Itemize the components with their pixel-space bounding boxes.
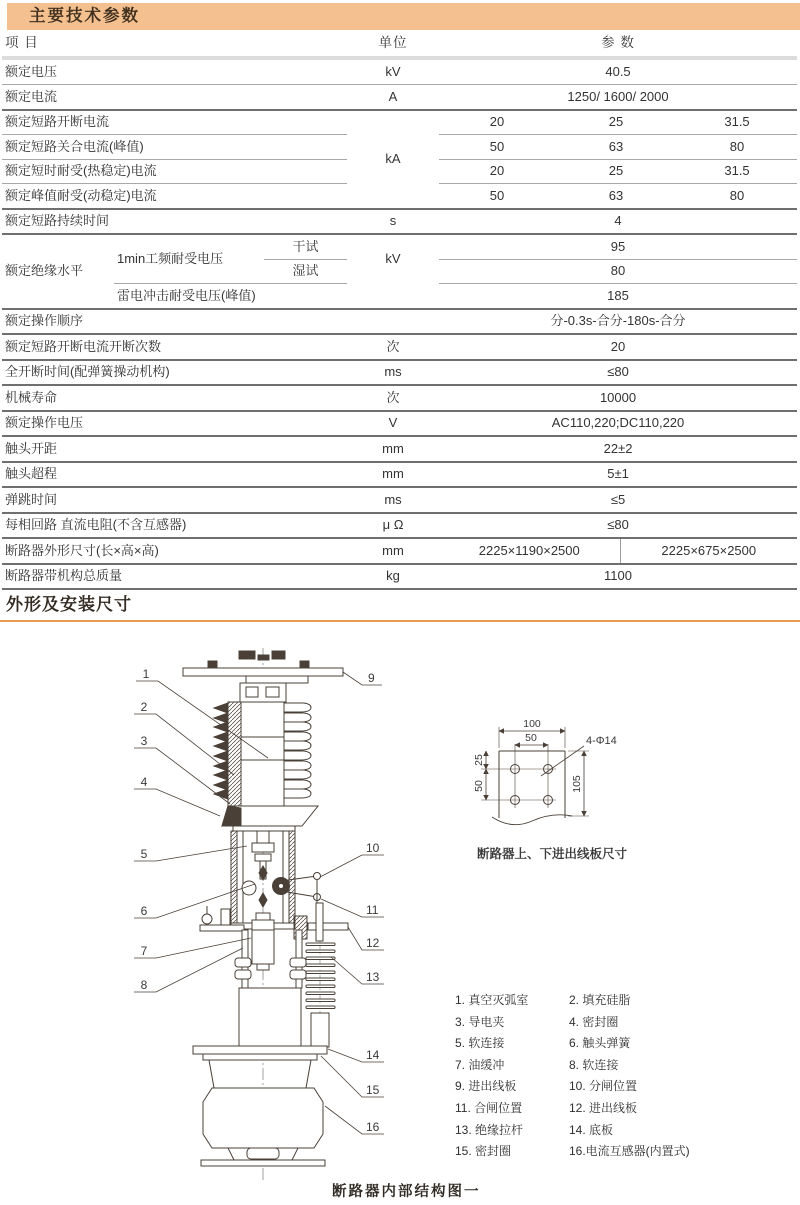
callout-number: 8: [140, 978, 148, 992]
param-sublabel: 湿试: [264, 259, 347, 284]
param-unit: 次: [347, 334, 439, 360]
param-label: 触头超程: [2, 462, 347, 488]
param-value: 1250/ 1600/ 2000: [439, 85, 797, 110]
param-value: 20: [439, 334, 797, 360]
callout-3: [134, 734, 230, 804]
row-contact-travel: [2, 462, 797, 488]
param-value: 80: [677, 135, 797, 160]
param-value: 10000: [439, 385, 797, 411]
param-value: 1100: [439, 564, 797, 590]
param-label: 额定峰值耐受(动稳定)电流: [2, 184, 347, 209]
legend-item: 3. 导电夹: [455, 1014, 505, 1029]
callout-number: 7: [140, 944, 148, 958]
param-unit: kg: [347, 564, 439, 590]
param-value: 2225×1190×2500: [439, 538, 620, 564]
param-unit: mm: [347, 436, 439, 462]
callout-number: 16: [366, 1120, 380, 1134]
row-insulation-dry: [2, 234, 797, 259]
param-label: 弹跳时间: [2, 487, 347, 513]
legend-item: 1. 真空灭弧室: [455, 993, 529, 1007]
spec-table-wrap: [2, 32, 797, 590]
param-value: 80: [439, 259, 797, 284]
param-value: AC110,220;DC110,220: [439, 411, 797, 437]
row-weight: [2, 564, 797, 590]
param-value: 95: [439, 234, 797, 259]
param-value: 5±1: [439, 462, 797, 488]
param-unit: A: [347, 85, 439, 110]
legend-item: 15. 密封圈: [455, 1144, 512, 1159]
param-label: 断路器外形尺寸(长×高×高): [2, 538, 347, 564]
dim-100: 100: [523, 718, 541, 730]
col-header-unit: 单位: [347, 32, 439, 58]
row-bounce-time: [2, 487, 797, 513]
oil-buffer: [252, 913, 274, 970]
param-unit: mm: [347, 462, 439, 488]
param-label: 每相回路 直流电阻(不含互感器): [2, 513, 347, 539]
callout-number: 10: [366, 841, 380, 855]
lower-cylinder: [239, 988, 301, 1048]
callout-number: 2: [140, 700, 148, 714]
callout-number: 5: [140, 847, 148, 861]
param-value: 40.5: [439, 58, 797, 85]
callout-8: [134, 948, 243, 992]
param-unit: kV: [347, 58, 439, 85]
row-insulation-lightning: [2, 284, 797, 309]
callout-12: [348, 927, 384, 950]
callout-number: 3: [140, 734, 148, 748]
param-label: 额定短路持续时间: [2, 209, 347, 235]
legend-item: 9. 进出线板: [455, 1079, 517, 1094]
param-sublabel: 干试: [264, 234, 347, 259]
legend-item: 12. 进出线板: [569, 1100, 638, 1115]
param-value: ≤5: [439, 487, 797, 513]
upper-flange: [222, 806, 318, 831]
legend-item: 6. 触头弹簧: [569, 1036, 631, 1051]
callout-number: 11: [366, 903, 379, 917]
dim-50-left: 50: [473, 780, 485, 792]
param-label: 额定电压: [2, 58, 347, 85]
param-value: 50: [439, 135, 555, 160]
legend-item: 13. 绝缘拉杆: [455, 1122, 524, 1137]
callout-number: 12: [366, 936, 380, 950]
param-value: ≤80: [439, 513, 797, 539]
param-value: 185: [439, 284, 797, 309]
legend-item: 5. 软连接: [455, 1036, 505, 1051]
param-value: 31.5: [677, 159, 797, 184]
section-banner: [7, 3, 800, 30]
param-label: 额定操作顺序: [2, 309, 347, 335]
param-unit: ms: [347, 360, 439, 386]
legend-item: 10. 分闸位置: [569, 1079, 638, 1094]
row-mech-life: [2, 385, 797, 411]
callout-14: [328, 1048, 384, 1062]
param-value: 22±2: [439, 436, 797, 462]
row-contact-gap: [2, 436, 797, 462]
col-header-param: 参 数: [439, 32, 797, 58]
param-label: 额定短时耐受(热稳定)电流: [2, 159, 347, 184]
param-value: 25: [555, 159, 677, 184]
callout-7: [134, 938, 251, 958]
row-breaking-times: [2, 334, 797, 360]
callout-5: [134, 846, 247, 861]
param-label: 额定操作电压: [2, 411, 347, 437]
row-rated-voltage: [2, 58, 797, 85]
callout-number: 14: [366, 1048, 380, 1062]
holes-label: 4-Φ14: [586, 735, 617, 747]
param-sublabel: 1min工频耐受电压: [114, 234, 264, 284]
param-value: 20: [439, 110, 555, 135]
param-sublabel: 雷电冲击耐受电压(峰值): [114, 284, 347, 309]
param-value: 80: [677, 184, 797, 209]
row-opening-time: [2, 360, 797, 386]
param-unit: ms: [347, 487, 439, 513]
callout-4: [134, 775, 220, 816]
dim-50-top: 50: [525, 732, 537, 744]
param-unit: s: [347, 209, 439, 235]
current-transformer: [201, 1088, 325, 1166]
param-unit: kA: [347, 110, 439, 209]
legend-item: 16.电流互感器(内置式): [569, 1144, 690, 1159]
param-value: 50: [439, 184, 555, 209]
section2-title: 外形及安装尺寸: [6, 595, 132, 614]
row-rated-current: [2, 85, 797, 110]
param-unit: mm: [347, 538, 439, 564]
param-value: ≤80: [439, 360, 797, 386]
param-label: 额定短路关合电流(峰值): [2, 135, 347, 160]
param-label: 全开断时间(配弹簧操动机构): [2, 360, 347, 386]
param-value: 2225×675×2500: [620, 538, 797, 564]
row-breaking-current: [2, 110, 797, 135]
legend-item: 8. 软连接: [569, 1057, 619, 1072]
plate-caption: 断路器上、下进出线板尺寸: [477, 847, 628, 861]
terminal-plate-diagram: [473, 718, 628, 861]
callout-13: [331, 957, 384, 984]
callout-9: [343, 671, 382, 685]
top-terminal-assembly: [183, 651, 343, 702]
row-dimensions: [2, 538, 797, 564]
legend-item: 4. 密封圈: [569, 1014, 619, 1029]
legend-item: 14. 底板: [569, 1122, 614, 1137]
row-op-voltage: [2, 411, 797, 437]
param-label: 机械寿命: [2, 385, 347, 411]
callout-number: 13: [366, 970, 380, 984]
spec-table: [2, 32, 797, 590]
param-value: 分-0.3s-合分-180s-合分: [439, 309, 797, 335]
param-label: 额定电流: [2, 85, 347, 110]
callout-number: 1: [142, 667, 150, 681]
callout-number: 9: [368, 671, 375, 685]
param-label: 额定绝缘水平: [2, 234, 114, 309]
legend-item: 7. 油缓冲: [455, 1057, 505, 1072]
param-unit: μ Ω: [347, 513, 439, 539]
param-label: 触头开距: [2, 436, 347, 462]
figure-caption: 断路器内部结构图一: [332, 1184, 481, 1200]
param-unit: 次: [347, 385, 439, 411]
callout-11: [321, 899, 384, 917]
param-unit-empty: [347, 309, 439, 335]
base-plate: [193, 1046, 327, 1088]
param-value: 63: [555, 135, 677, 160]
callout-16: [325, 1106, 384, 1134]
param-unit: V: [347, 411, 439, 437]
param-unit-empty: [347, 284, 439, 309]
legend-item: 11. 合闸位置: [455, 1100, 523, 1115]
row-dc-resistance: [2, 513, 797, 539]
param-label: 断路器带机构总质量: [2, 564, 347, 590]
callout-10: [320, 841, 384, 877]
dim-105: 105: [571, 775, 583, 793]
param-label: 额定短路开断电流开断次数: [2, 334, 347, 360]
param-value: 25: [555, 110, 677, 135]
param-value: 20: [439, 159, 555, 184]
dim-25: 25: [473, 754, 485, 766]
param-value: 31.5: [677, 110, 797, 135]
param-value: 4: [439, 209, 797, 235]
row-sequence: [2, 309, 797, 335]
upper-insulator: [214, 702, 311, 808]
param-unit: kV: [385, 251, 401, 267]
table-header-row: [2, 32, 797, 58]
legend-item: 2. 填充硅脂: [569, 993, 631, 1007]
callout-number: 6: [140, 904, 148, 918]
row-duration: [2, 209, 797, 235]
col-header-item: 项 目: [2, 32, 347, 58]
page-title: 主要技术参数: [29, 7, 140, 25]
callout-number: 15: [366, 1083, 380, 1097]
callout-number: 4: [140, 775, 148, 789]
param-label: 额定短路开断电流: [2, 110, 347, 135]
parts-legend: [455, 990, 755, 1163]
param-value: 63: [555, 184, 677, 209]
accent-divider: [0, 620, 800, 622]
